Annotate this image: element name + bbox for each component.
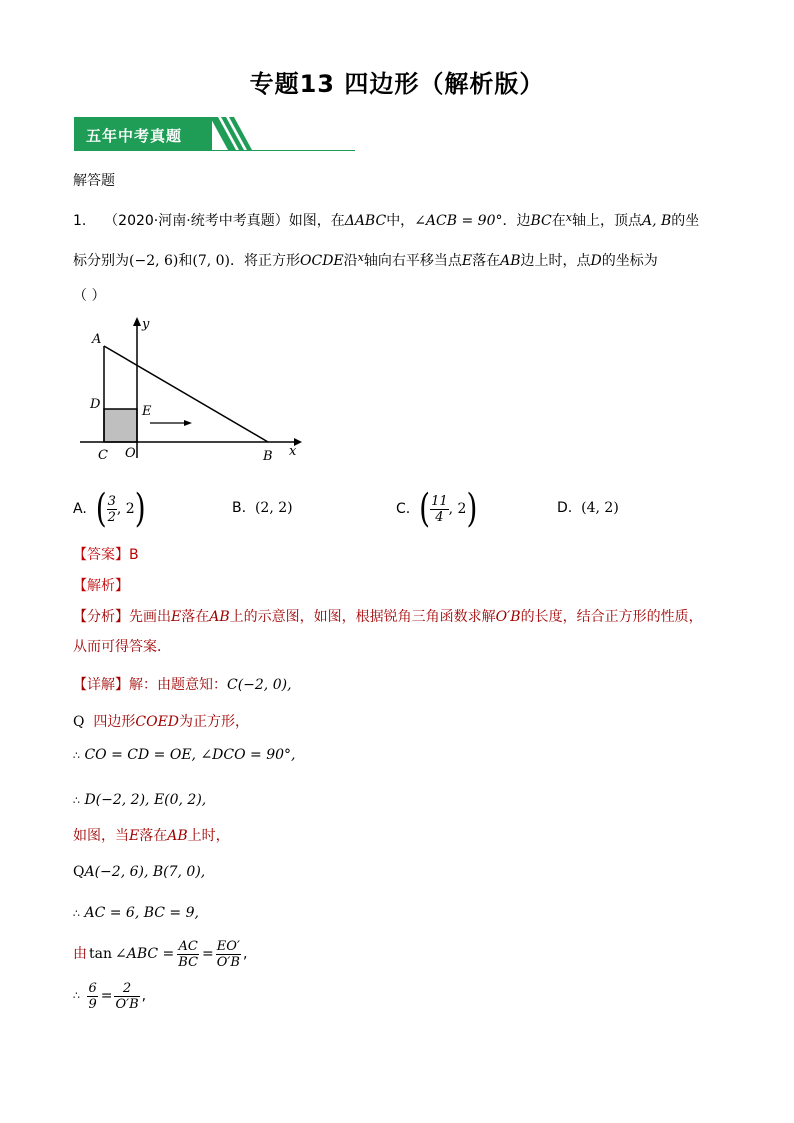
answer-tag: 【答案】	[73, 547, 129, 563]
math-e: E	[171, 609, 182, 625]
text: 轴向右平移当点	[363, 253, 462, 269]
text: 中，	[386, 213, 415, 229]
math-points-de: D(−2, 2), E(0, 2),	[84, 792, 207, 808]
text: 的长度，结合正方形的性质，	[520, 609, 703, 625]
math-ab: A, B	[641, 213, 672, 229]
label-d: D	[90, 397, 101, 412]
math-angle: ∠ACB = 90°	[414, 213, 503, 229]
math-lengths: AC = 6, BC = 9,	[84, 905, 199, 921]
fraction-2-ob	[114, 981, 139, 1012]
math-bc: BC	[530, 213, 552, 229]
question-line-1	[73, 208, 699, 231]
option-d[interactable]	[557, 498, 619, 518]
math-point-a: (−2, 6)	[129, 253, 179, 269]
text: 的坐	[671, 213, 700, 229]
option-a-tail: , 2	[116, 501, 135, 517]
text: 标分别为	[73, 253, 129, 269]
label-e: E	[142, 404, 152, 419]
therefore-icon: ∴	[73, 749, 80, 762]
section-label: 五年中考真题	[86, 127, 183, 145]
detail-tag: 【详解】	[73, 677, 129, 693]
math-ob: O′B	[495, 609, 521, 625]
answer-value: B	[129, 547, 139, 563]
option-c[interactable]	[396, 487, 477, 531]
detail-step-6	[73, 903, 199, 924]
denominator: O′B	[216, 954, 240, 970]
option-c-tail: , 2	[448, 501, 467, 517]
text: 落在	[472, 253, 501, 269]
detail-intro	[73, 675, 292, 695]
arrow-head-icon	[184, 420, 192, 426]
fenxi-line-2: 从而可得答案．	[73, 639, 171, 655]
label-o: O	[125, 446, 136, 461]
option-b-value: (2, 2)	[254, 500, 293, 516]
denominator: 2	[107, 509, 116, 525]
math-coed: COED	[135, 714, 180, 730]
text: 如图，当	[73, 828, 129, 844]
fraction-ac-bc	[177, 939, 199, 970]
label-x: x	[289, 444, 297, 459]
fenxi-tag: 【分析】	[73, 609, 129, 625]
numerator: AC	[178, 938, 198, 954]
math-equal-sides: CO = CD = OE, ∠DCO = 90°,	[84, 747, 296, 763]
text: ．边	[502, 213, 531, 229]
math-point-c: C(−2, 0),	[227, 677, 292, 693]
option-d-value: (4, 2)	[581, 500, 619, 516]
left-paren-icon: (	[419, 485, 431, 532]
text: ．将正方形	[230, 253, 301, 269]
text: 落在	[139, 828, 168, 844]
math-ab: AB	[167, 828, 188, 844]
right-paren-icon: )	[134, 485, 146, 532]
text: 的坐标为	[601, 253, 658, 269]
math-ab: AB	[209, 609, 230, 625]
math-angle: ∠ABC =	[115, 946, 175, 962]
question-type: 解答题	[73, 173, 115, 189]
math-tan: tan	[89, 946, 112, 962]
option-a-label: A.	[73, 501, 87, 517]
therefore-icon: ∴	[73, 794, 80, 807]
because-icon: Q	[73, 714, 85, 730]
question-source: （2020·河南·统考中考真题）	[104, 213, 289, 229]
numerator: 6	[88, 980, 97, 996]
text: 上时，	[187, 828, 230, 844]
because-icon: Q	[73, 864, 85, 880]
text: 边上时，点	[520, 253, 591, 269]
label-y: y	[142, 317, 150, 332]
numerator: EO′	[216, 938, 240, 954]
detail-step-3	[73, 790, 206, 811]
math-x: x	[357, 251, 364, 264]
label-c: C	[98, 448, 108, 463]
option-b-label: B.	[232, 500, 247, 516]
detail-step-7: 由 tan ∠ABC = $\frac{AC}{BC}$ = $\frac{EO'}{O'B}$ ,	[73, 938, 248, 970]
option-a[interactable]	[73, 487, 146, 531]
fraction-6-9	[87, 981, 97, 1012]
label-b: B	[263, 449, 273, 464]
math-e: E	[461, 253, 473, 269]
text: 解：由题意知：	[129, 677, 227, 693]
therefore-icon: ∴	[73, 907, 80, 920]
detail-step-4	[73, 826, 230, 846]
banner-underline	[74, 150, 355, 151]
fenxi-line-1	[73, 607, 703, 627]
detail-step-5	[73, 862, 205, 882]
option-c-fraction	[430, 494, 449, 525]
math-points-ab: A(−2, 6), B(7, 0),	[84, 864, 206, 880]
text: 沿	[343, 253, 358, 269]
detail-step-8: ∴ $\frac{6}{9}$ = $\frac{2}{O'B}$ ,	[73, 980, 147, 1012]
numerator: 3	[107, 493, 116, 509]
right-paren-icon: )	[466, 485, 478, 532]
math-x: x	[565, 211, 572, 224]
answer-blank: （ ）	[73, 288, 106, 304]
numerator: 2	[114, 981, 139, 997]
text: 为正方形，	[179, 714, 250, 730]
math-ocde: OCDE	[300, 253, 344, 269]
option-d-label: D.	[557, 500, 573, 516]
math-d: D	[590, 253, 602, 269]
math-point-b: (7, 0)	[192, 253, 231, 269]
fraction-eo-ob	[216, 939, 241, 970]
text: 上的示意图，如图，根据锐角三角函数求解	[229, 609, 496, 625]
denominator: 9	[88, 996, 97, 1012]
y-axis-arrow-icon	[133, 317, 141, 326]
denominator: 4	[435, 509, 444, 525]
text: 轴上，顶点	[571, 213, 642, 229]
label-a: A	[92, 332, 102, 347]
question-number: 1.	[73, 213, 87, 229]
text: 四边形	[93, 714, 136, 730]
text: 由	[73, 946, 87, 962]
detail-step-2	[73, 745, 295, 766]
section-banner	[74, 117, 355, 151]
banner-stripes-icon	[210, 117, 270, 151]
analysis-tag: 【解析】	[73, 578, 129, 594]
option-c-label: C.	[396, 501, 411, 517]
question-line-2	[73, 248, 658, 271]
text: 先画出	[129, 609, 171, 625]
therefore-icon: ∴	[73, 989, 80, 1002]
text: 落在	[181, 609, 210, 625]
math-e: E	[129, 828, 140, 844]
left-paren-icon: (	[95, 485, 107, 532]
text: 如图，在	[288, 213, 345, 229]
geometry-figure	[80, 312, 310, 467]
text: 和	[178, 253, 193, 269]
answer-line	[73, 545, 139, 565]
text: 在	[551, 213, 566, 229]
numerator: 11	[431, 493, 448, 509]
denominator: O′B	[115, 996, 139, 1012]
detail-step-1	[73, 712, 249, 732]
page-title: 专题13 四边形（解析版）	[249, 70, 545, 98]
option-b[interactable]	[232, 498, 293, 518]
shaded-square	[104, 409, 137, 442]
math-triangle: ΔABC	[344, 213, 387, 229]
option-a-fraction	[107, 494, 117, 525]
denominator: BC	[178, 954, 199, 970]
math-ab: AB	[500, 253, 521, 269]
